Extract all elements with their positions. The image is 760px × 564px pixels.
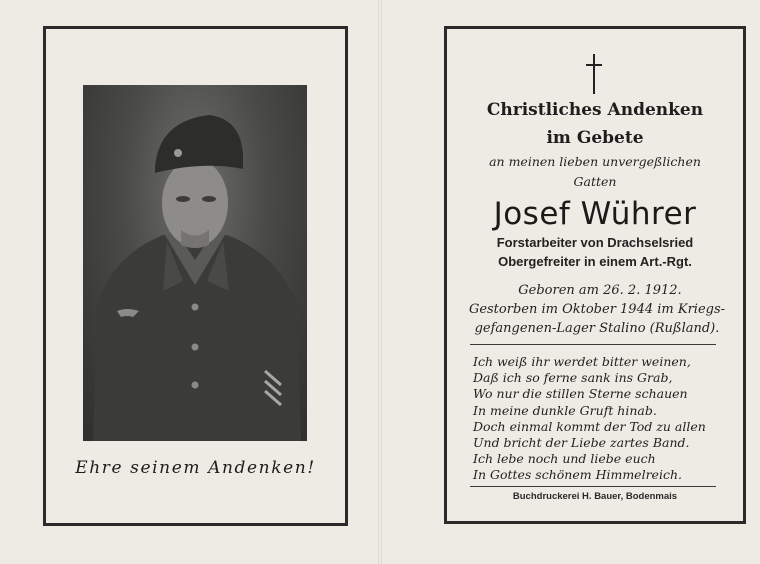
dedication-line-1: an meinen lieben unvergeßlichen <box>489 154 701 169</box>
card-fold <box>378 0 382 564</box>
birth-date-text: Geboren am 26. 2. 1912. <box>518 283 682 298</box>
death-text-line-1: Gestorben im Oktober 1944 im Kriegs- <box>468 302 726 317</box>
death-text-line-2: gefangenen-Lager Stalino (Rußland). <box>474 321 720 336</box>
divider-rule-bottom <box>470 486 716 487</box>
poem-line: In Gottes schönem Himmelreich. <box>473 467 682 483</box>
poem-line: Wo nur die stillen Sterne schauen <box>473 386 688 402</box>
memorial-motto: Ehre seinem Andenken! <box>75 458 316 478</box>
poem-line: Doch einmal kommt der Tod zu allen <box>473 418 706 434</box>
poem-line: Und bricht der Liebe zartes Band. <box>473 435 690 451</box>
occupation-line-2: Obergefreiter in einem Art.-Rgt. <box>498 254 692 269</box>
poem-line: In meine dunkle Gruft hinab. <box>473 402 657 418</box>
memorial-poem <box>473 354 733 484</box>
poem-line: Ich weiß ihr werdet bitter weinen, <box>473 354 691 369</box>
occupation-line-1: Forstarbeiter von Drachselsried <box>496 235 694 250</box>
dedication-line-2: Gatten <box>573 174 617 189</box>
divider-rule-top <box>470 344 716 345</box>
poem-line: Daß ich so ferne sank ins Grab, <box>473 370 673 386</box>
deceased-name: Josef Wührer <box>493 196 697 232</box>
cross-icon <box>583 54 605 94</box>
poem-line: Ich lebe noch und liebe euch <box>473 451 656 467</box>
heading-line-1: Christliches Andenken <box>486 100 704 120</box>
printer-credit: Buchdruckerei H. Bauer, Bodenmais <box>512 491 678 502</box>
heading-line-2: im Gebete <box>546 128 644 148</box>
soldier-portrait-photo <box>83 85 307 441</box>
